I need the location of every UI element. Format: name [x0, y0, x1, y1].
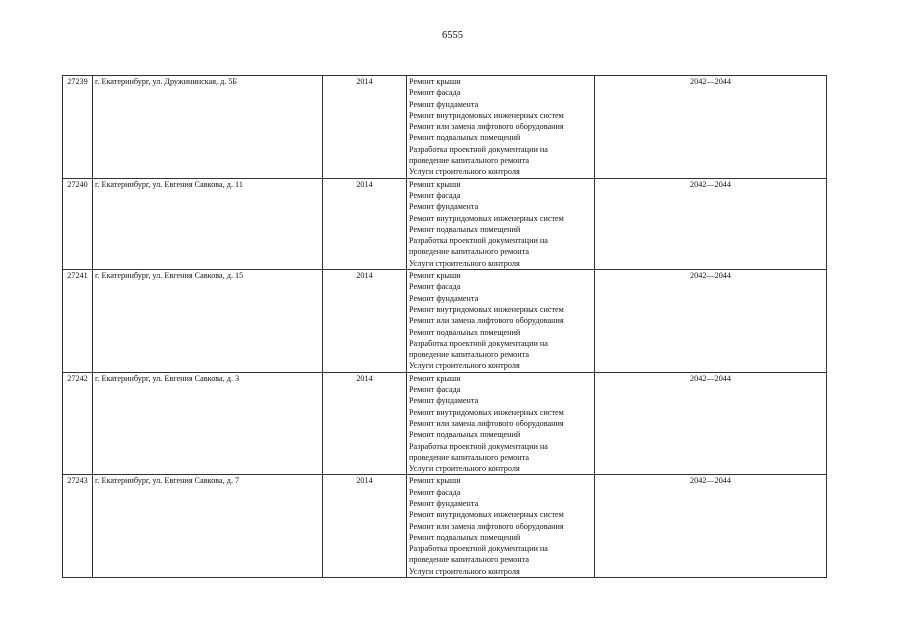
row-id: 27242: [63, 372, 93, 475]
row-year: 2014: [323, 76, 407, 179]
row-works: [407, 178, 595, 269]
work-item: Ремонт подвальных помещений: [409, 430, 521, 440]
table-row: [63, 178, 827, 269]
row-address: г. Екатеринбург, ул. Евгения Савкова, д. 11: [93, 178, 323, 269]
work-item: Ремонт фасада: [409, 385, 461, 395]
work-item: Ремонт подвальных помещений: [409, 224, 521, 234]
row-address: г. Екатеринбург, ул. Евгения Савкова, д. 3: [93, 372, 323, 475]
row-year: 2014: [323, 475, 407, 578]
row-period: 2042—2044: [595, 270, 827, 373]
row-period: 2042—2044: [595, 178, 827, 269]
row-works: [407, 76, 595, 179]
row-works: [407, 270, 595, 373]
row-address: г. Екатеринбург, ул. Дружининская, д. 5Б: [93, 76, 323, 179]
work-item: Ремонт внутридомовых инженерных систем: [409, 407, 564, 417]
work-item: Услуги строительного контроля: [409, 464, 520, 474]
row-address: г. Екатеринбург, ул. Евгения Савкова, д. 15: [93, 270, 323, 373]
work-item: Ремонт фасада: [409, 190, 461, 200]
row-id: 27239: [63, 76, 93, 179]
work-item: Ремонт или замена лифтового оборудования: [409, 122, 564, 132]
work-item: Ремонт или замена лифтового оборудования: [409, 316, 564, 326]
repair-schedule-table: [62, 75, 827, 578]
page-number: 6555: [442, 30, 463, 41]
work-item: Ремонт внутридомовых инженерных систем: [409, 304, 564, 314]
table-row: [63, 270, 827, 373]
table-row: [63, 475, 827, 578]
work-item: Разработка проектной документации на: [409, 338, 548, 348]
work-item: Ремонт фундамента: [409, 498, 479, 508]
row-id: 27243: [63, 475, 93, 578]
work-item: Ремонт фундамента: [409, 99, 479, 109]
work-item: Ремонт фасада: [409, 282, 461, 292]
work-item: Ремонт внутридомовых инженерных систем: [409, 110, 564, 120]
work-item: Услуги строительного контроля: [409, 361, 520, 371]
row-period: 2042—2044: [595, 475, 827, 578]
work-item: Ремонт фундамента: [409, 293, 479, 303]
work-item: Ремонт подвальных помещений: [409, 133, 521, 143]
work-item: Ремонт внутридомовых инженерных систем: [409, 213, 564, 223]
row-year: 2014: [323, 178, 407, 269]
work-item: проведение капитального ремонта: [409, 555, 529, 565]
row-period: 2042—2044: [595, 76, 827, 179]
work-item: Ремонт крыши: [409, 179, 461, 189]
work-item: Ремонт подвальных помещений: [409, 532, 521, 542]
work-item: Ремонт крыши: [409, 373, 461, 383]
row-address: г. Екатеринбург, ул. Евгения Савкова, д. 7: [93, 475, 323, 578]
row-year: 2014: [323, 372, 407, 475]
table-row: [63, 372, 827, 475]
work-item: проведение капитального ремонта: [409, 247, 529, 257]
row-year: 2014: [323, 270, 407, 373]
row-works: [407, 475, 595, 578]
work-item: Ремонт фундамента: [409, 396, 479, 406]
work-item: Ремонт или замена лифтового оборудования: [409, 418, 564, 428]
work-item: Услуги строительного контроля: [409, 566, 520, 576]
work-item: Ремонт фасада: [409, 88, 461, 98]
row-id: 27241: [63, 270, 93, 373]
work-item: Ремонт или замена лифтового оборудования: [409, 521, 564, 531]
row-id: 27240: [63, 178, 93, 269]
work-item: Услуги строительного контроля: [409, 258, 520, 268]
table-row: [63, 76, 827, 179]
work-item: Разработка проектной документации на: [409, 441, 548, 451]
work-item: проведение капитального ремонта: [409, 156, 529, 166]
row-period: 2042—2044: [595, 372, 827, 475]
table-body: [63, 76, 827, 578]
work-item: Разработка проектной документации на: [409, 544, 548, 554]
work-item: Услуги строительного контроля: [409, 167, 520, 177]
work-item: Ремонт подвальных помещений: [409, 327, 521, 337]
row-works: [407, 372, 595, 475]
work-item: Разработка проектной документации на: [409, 144, 548, 154]
work-item: Ремонт внутридомовых инженерных систем: [409, 510, 564, 520]
work-item: проведение капитального ремонта: [409, 452, 529, 462]
work-item: проведение капитального ремонта: [409, 350, 529, 360]
work-item: Ремонт крыши: [409, 271, 461, 281]
work-item: Разработка проектной документации на: [409, 236, 548, 246]
work-item: Ремонт крыши: [409, 77, 461, 86]
work-item: Ремонт фундамента: [409, 202, 479, 212]
work-item: Ремонт фасада: [409, 487, 461, 497]
work-item: Ремонт крыши: [409, 476, 461, 486]
